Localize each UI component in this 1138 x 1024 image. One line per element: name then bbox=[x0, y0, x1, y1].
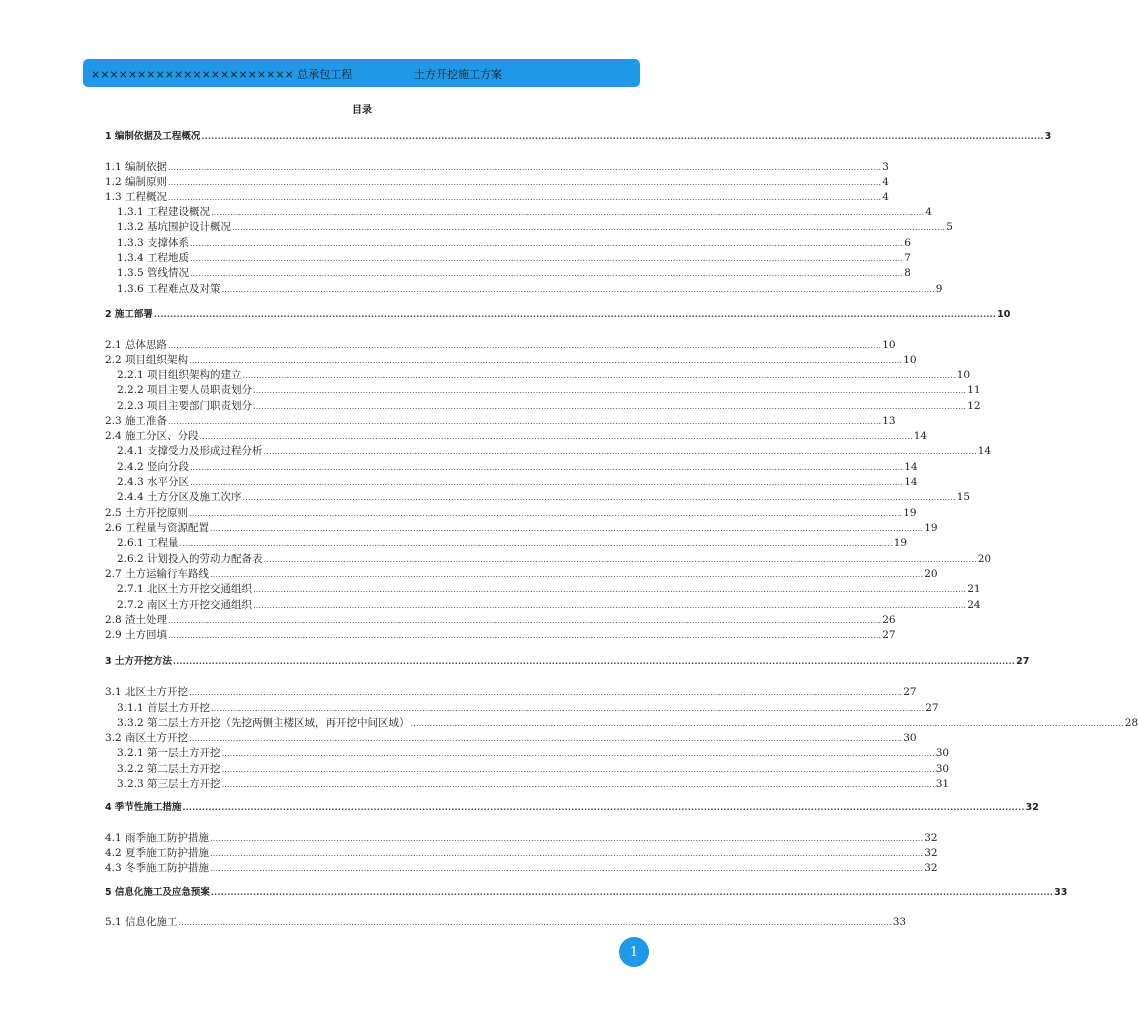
toc-entry-page: 13 bbox=[882, 415, 896, 427]
toc-entry[interactable] bbox=[117, 399, 981, 413]
toc-entry-title: 2.4 施工分区、分段 bbox=[105, 430, 199, 442]
toc-entry[interactable] bbox=[105, 130, 1052, 144]
toc-entry[interactable] bbox=[117, 383, 981, 397]
toc-entry-page: 20 bbox=[924, 568, 938, 580]
toc-dot-leader: .................................................................................................................................................................................................................................................................... bbox=[172, 657, 1016, 666]
toc-entry[interactable] bbox=[105, 613, 896, 627]
toc-entry[interactable] bbox=[117, 444, 992, 458]
toc-entry-title: 1.3.5 管线情况 bbox=[117, 267, 190, 279]
toc-entry-page: 10 bbox=[903, 354, 917, 366]
toc-entry[interactable] bbox=[117, 777, 950, 791]
toc-dot-leader: .................................................................................................................................................................................................................................................................... bbox=[210, 849, 924, 858]
toc-entry[interactable] bbox=[117, 368, 971, 382]
toc-dot-leader: .................................................................................................................................................................................................................................................................... bbox=[190, 463, 904, 472]
toc-entry-page: 19 bbox=[903, 507, 917, 519]
toc-entry[interactable] bbox=[117, 536, 908, 550]
toc-dot-leader: .................................................................................................................................................................................................................................................................... bbox=[221, 780, 935, 789]
toc-entry-page: 33 bbox=[892, 916, 907, 928]
toc-entry-page: 5 bbox=[946, 221, 953, 233]
toc-entry-title: 3.2.3 第三层土方开挖 bbox=[117, 778, 221, 790]
toc-dot-leader: .................................................................................................................................................................................................................................................................... bbox=[189, 509, 903, 518]
toc-dot-leader: .................................................................................................................................................................................................................................................................... bbox=[253, 402, 967, 411]
toc-entry-page: 9 bbox=[935, 283, 943, 295]
toc-entry-title: 2.6.2 计划投入的劳动力配备表 bbox=[117, 553, 263, 565]
toc-dot-leader: .................................................................................................................................................................................................................................................................... bbox=[190, 254, 904, 263]
toc-dot-leader: .................................................................................................................................................................................................................................................................... bbox=[210, 524, 924, 533]
toc-entry-title: 1.3.2 基坑围护设计概况 bbox=[117, 221, 232, 233]
toc-entry[interactable] bbox=[105, 915, 907, 929]
page-number-badge bbox=[619, 937, 649, 967]
toc-entry-page: 14 bbox=[977, 445, 992, 457]
toc-dot-leader: .................................................................................................................................................................................................................................................................... bbox=[263, 447, 977, 456]
toc-dot-leader: .................................................................................................................................................................................................................................................................... bbox=[232, 223, 946, 232]
toc-entry-page: 7 bbox=[904, 252, 911, 264]
toc-entry-page: 32 bbox=[924, 862, 938, 874]
toc-entry-page: 30 bbox=[935, 747, 950, 759]
toc-entry[interactable] bbox=[105, 685, 917, 699]
toc-dot-leader: .................................................................................................................................................................................................................................................................... bbox=[211, 704, 925, 713]
toc-entry-title: 3.2 南区土方开挖 bbox=[105, 732, 189, 744]
toc-title: 目录 bbox=[352, 105, 372, 116]
toc-entry[interactable] bbox=[117, 236, 911, 250]
toc-entry-title: 2.1 总体思路 bbox=[105, 339, 168, 351]
toc-entry[interactable] bbox=[117, 251, 911, 265]
toc-dot-leader: .................................................................................................................................................................................................................................................................... bbox=[168, 616, 882, 625]
toc-entry-page: 19 bbox=[893, 537, 908, 549]
toc-entry-page: 26 bbox=[882, 614, 896, 626]
toc-entry-title: 1.3.4 工程地质 bbox=[117, 252, 190, 264]
toc-entry-title: 2.3 施工准备 bbox=[105, 415, 168, 427]
toc-dot-leader: .................................................................................................................................................................................................................................................................... bbox=[168, 631, 882, 640]
toc-entry-title: 1 编制依据及工程概况 bbox=[105, 131, 201, 142]
toc-dot-leader: .................................................................................................................................................................................................................................................................... bbox=[199, 432, 913, 441]
toc-entry-page: 27 bbox=[1016, 656, 1030, 667]
toc-dot-leader: .................................................................................................................................................................................................................................................................... bbox=[189, 734, 903, 743]
toc-entry-title: 1.2 编制原则 bbox=[105, 176, 168, 188]
toc-dot-leader: .................................................................................................................................................................................................................................................................... bbox=[190, 239, 904, 248]
toc-entry[interactable] bbox=[117, 762, 950, 776]
toc-entry-title: 2.2.2 项目主要人员职责划分 bbox=[117, 384, 253, 396]
toc-dot-leader: .................................................................................................................................................................................................................................................................... bbox=[182, 803, 1025, 812]
toc-entry-page: 8 bbox=[904, 267, 911, 279]
toc-entry[interactable] bbox=[105, 628, 896, 642]
toc-entry[interactable] bbox=[105, 801, 1039, 815]
toc-entry-title: 3 土方开挖方法 bbox=[105, 656, 172, 667]
toc-entry[interactable] bbox=[117, 490, 971, 504]
toc-entry[interactable] bbox=[117, 746, 950, 760]
toc-entry[interactable] bbox=[105, 308, 1011, 322]
toc-entry-title: 2.4.4 土方分区及施工次序 bbox=[117, 491, 242, 503]
toc-entry-page: 30 bbox=[935, 763, 950, 775]
toc-entry-page: 12 bbox=[967, 400, 981, 412]
toc-entry-page: 31 bbox=[935, 778, 950, 790]
toc-entry-page: 4 bbox=[925, 206, 932, 218]
toc-entry[interactable] bbox=[117, 475, 918, 489]
toc-entry-title: 2.7.1 北区土方开挖交通组织 bbox=[117, 583, 253, 595]
toc-dot-leader: .................................................................................................................................................................................................................................................................... bbox=[178, 918, 892, 927]
toc-dot-leader: .................................................................................................................................................................................................................................................................... bbox=[168, 163, 882, 172]
toc-entry-title: 1.1 编制依据 bbox=[105, 161, 168, 173]
toc-entry-title: 2.2.1 项目组织架构的建立 bbox=[117, 369, 242, 381]
toc-dot-leader: .................................................................................................................................................................................................................................................................... bbox=[253, 601, 967, 610]
toc-entry-title: 2.4.3 水平分区 bbox=[117, 476, 190, 488]
toc-entry-page: 11 bbox=[967, 384, 981, 396]
toc-entry[interactable] bbox=[105, 521, 938, 535]
toc-entry[interactable] bbox=[105, 861, 938, 875]
toc-entry-page: 10 bbox=[882, 339, 896, 351]
toc-entry-page: 14 bbox=[904, 476, 918, 488]
toc-entry-page: 19 bbox=[924, 522, 938, 534]
toc-dot-leader: .................................................................................................................................................................................................................................................................... bbox=[253, 585, 967, 594]
toc-entry[interactable] bbox=[117, 460, 918, 474]
toc-entry-page: 32 bbox=[1025, 802, 1039, 813]
toc-dot-leader: .................................................................................................................................................................................................................................................................... bbox=[210, 864, 924, 873]
toc-entry-title: 4.2 夏季施工防护措施 bbox=[105, 847, 210, 859]
toc-entry-title: 2.5 土方开挖原则 bbox=[105, 507, 189, 519]
toc-entry[interactable] bbox=[105, 731, 917, 745]
toc-entry-page: 10 bbox=[956, 369, 971, 381]
toc-entry-page: 21 bbox=[967, 583, 981, 595]
toc-dot-leader: .................................................................................................................................................................................................................................................................... bbox=[210, 570, 924, 579]
toc-entry-title: 2.7 土方运输行车路线 bbox=[105, 568, 210, 580]
toc-entry-page: 3 bbox=[1044, 131, 1052, 142]
toc-entry-title: 3.2.2 第二层土方开挖 bbox=[117, 763, 221, 775]
toc-dot-leader: .................................................................................................................................................................................................................................................................... bbox=[189, 356, 903, 365]
toc-entry-page: 32 bbox=[924, 847, 938, 859]
toc-entry-title: 2.8 渣土处理 bbox=[105, 614, 168, 626]
toc-entry-page: 15 bbox=[956, 491, 971, 503]
toc-dot-leader: .................................................................................................................................................................................................................................................................... bbox=[410, 719, 1124, 728]
toc-entry-title: 2.4.1 支撑受力及形成过程分析 bbox=[117, 445, 263, 457]
toc-entry[interactable] bbox=[105, 429, 928, 443]
toc-entry[interactable] bbox=[105, 414, 896, 428]
toc-entry-title: 5 信息化施工及应急预案 bbox=[105, 887, 210, 898]
toc-entry[interactable] bbox=[105, 190, 889, 204]
toc-entry-title: 4 季节性施工措施 bbox=[105, 802, 182, 813]
toc-entry-title: 3.2.1 第一层土方开挖 bbox=[117, 747, 221, 759]
toc-entry-title: 2.2 项目组织架构 bbox=[105, 354, 189, 366]
toc-entry[interactable] bbox=[105, 506, 917, 520]
toc-dot-leader: .................................................................................................................................................................................................................................................................... bbox=[168, 178, 882, 187]
toc-entry-page: 4 bbox=[882, 191, 889, 203]
toc-entry-page: 6 bbox=[904, 237, 911, 249]
toc-entry-title: 1.3.1 工程建设概况 bbox=[117, 206, 211, 218]
toc-entry-title: 2.2.3 项目主要部门职责划分 bbox=[117, 400, 253, 412]
toc-entry[interactable] bbox=[117, 552, 992, 566]
toc-entry-page: 27 bbox=[903, 686, 917, 698]
toc-entry-title: 2.9 土方回填 bbox=[105, 629, 168, 641]
toc-dot-leader: .................................................................................................................................................................................................................................................................... bbox=[242, 493, 956, 502]
toc-entry-page: 32 bbox=[924, 832, 938, 844]
toc-entry[interactable] bbox=[117, 716, 1138, 730]
toc-dot-leader: .................................................................................................................................................................................................................................................................... bbox=[168, 417, 882, 426]
toc-dot-leader: .................................................................................................................................................................................................................................................................... bbox=[201, 132, 1044, 141]
toc-entry-title: 2.7.2 南区土方开挖交通组织 bbox=[117, 599, 253, 611]
toc-dot-leader: .................................................................................................................................................................................................................................................................... bbox=[263, 555, 977, 564]
toc-entry[interactable] bbox=[117, 220, 953, 234]
toc-entry-title: 4.3 冬季施工防护措施 bbox=[105, 862, 210, 874]
toc-entry-page: 10 bbox=[997, 309, 1011, 320]
toc-entry-page: 3 bbox=[882, 161, 889, 173]
toc-entry[interactable] bbox=[105, 160, 889, 174]
toc-dot-leader: .................................................................................................................................................................................................................................................................... bbox=[221, 285, 935, 294]
toc-dot-leader: .................................................................................................................................................................................................................................................................... bbox=[210, 888, 1054, 897]
toc-entry[interactable] bbox=[105, 175, 889, 189]
toc-entry-page: 14 bbox=[913, 430, 928, 442]
toc-entry[interactable] bbox=[105, 567, 938, 581]
toc-entry-page: 4 bbox=[882, 176, 889, 188]
toc-entry[interactable] bbox=[105, 831, 938, 845]
toc-entry[interactable] bbox=[117, 582, 981, 596]
header-document-title: 土方开挖施工方案 bbox=[414, 68, 502, 81]
toc-entry-page: 14 bbox=[904, 461, 918, 473]
toc-entry[interactable] bbox=[105, 846, 938, 860]
toc-entry-page: 20 bbox=[977, 553, 992, 565]
toc-entry[interactable] bbox=[105, 655, 1030, 669]
toc-dot-leader: .................................................................................................................................................................................................................................................................... bbox=[189, 688, 903, 697]
header-project-name: ×××××××××××××××××××××× 总承包工程 bbox=[91, 68, 353, 81]
toc-entry-title: 1.3 工程概况 bbox=[105, 191, 168, 203]
toc-entry-title: 2.6 工程量与资源配置 bbox=[105, 522, 210, 534]
toc-entry-page: 28 bbox=[1124, 717, 1138, 729]
toc-entry-title: 3.3.2 第二层土方开挖（先挖两侧主楼区域，再开挖中间区域） bbox=[117, 717, 410, 729]
toc-entry-title: 5.1 信息化施工 bbox=[105, 916, 178, 928]
toc-entry-title: 4.1 雨季施工防护措施 bbox=[105, 832, 210, 844]
toc-entry-title: 3.1 北区土方开挖 bbox=[105, 686, 189, 698]
toc-entry-title: 3.1.1 首层土方开挖 bbox=[117, 702, 211, 714]
toc-dot-leader: .................................................................................................................................................................................................................................................................... bbox=[221, 765, 935, 774]
toc-dot-leader: .................................................................................................................................................................................................................................................................... bbox=[168, 341, 882, 350]
toc-entry-page: 27 bbox=[882, 629, 896, 641]
toc-dot-leader: .................................................................................................................................................................................................................................................................... bbox=[153, 310, 997, 319]
toc-dot-leader: .................................................................................................................................................................................................................................................................... bbox=[221, 749, 935, 758]
toc-entry[interactable] bbox=[105, 886, 1068, 900]
toc-entry[interactable] bbox=[117, 266, 911, 280]
toc-entry-page: 33 bbox=[1054, 887, 1068, 898]
toc-entry-title: 2.6.1 工程量 bbox=[117, 537, 179, 549]
toc-entry[interactable] bbox=[117, 282, 943, 296]
toc-dot-leader: .................................................................................................................................................................................................................................................................... bbox=[168, 193, 882, 202]
toc-dot-leader: .................................................................................................................................................................................................................................................................... bbox=[253, 386, 967, 395]
toc-entry[interactable] bbox=[105, 353, 917, 367]
toc-dot-leader: .................................................................................................................................................................................................................................................................... bbox=[190, 269, 904, 278]
toc-entry-page: 30 bbox=[903, 732, 917, 744]
toc-entry-page: 24 bbox=[967, 599, 981, 611]
toc-entry-title: 1.3.3 支撑体系 bbox=[117, 237, 190, 249]
toc-dot-leader: .................................................................................................................................................................................................................................................................... bbox=[242, 371, 956, 380]
toc-entry-title: 2 施工部署 bbox=[105, 309, 153, 320]
toc-entry-title: 2.4.2 竖向分段 bbox=[117, 461, 190, 473]
toc-entry-page: 27 bbox=[925, 702, 939, 714]
toc-entry[interactable] bbox=[117, 598, 981, 612]
toc-entry[interactable] bbox=[117, 701, 939, 715]
toc-entry[interactable] bbox=[117, 205, 932, 219]
page-header bbox=[83, 59, 640, 87]
toc-dot-leader: .................................................................................................................................................................................................................................................................... bbox=[190, 478, 904, 487]
toc-entry[interactable] bbox=[105, 338, 896, 352]
toc-dot-leader: .................................................................................................................................................................................................................................................................... bbox=[211, 208, 925, 217]
toc-dot-leader: .................................................................................................................................................................................................................................................................... bbox=[179, 539, 893, 548]
toc-entry-title: 1.3.6 工程难点及对策 bbox=[117, 283, 221, 295]
toc-dot-leader: .................................................................................................................................................................................................................................................................... bbox=[210, 834, 924, 843]
page-number: 1 bbox=[629, 944, 639, 960]
